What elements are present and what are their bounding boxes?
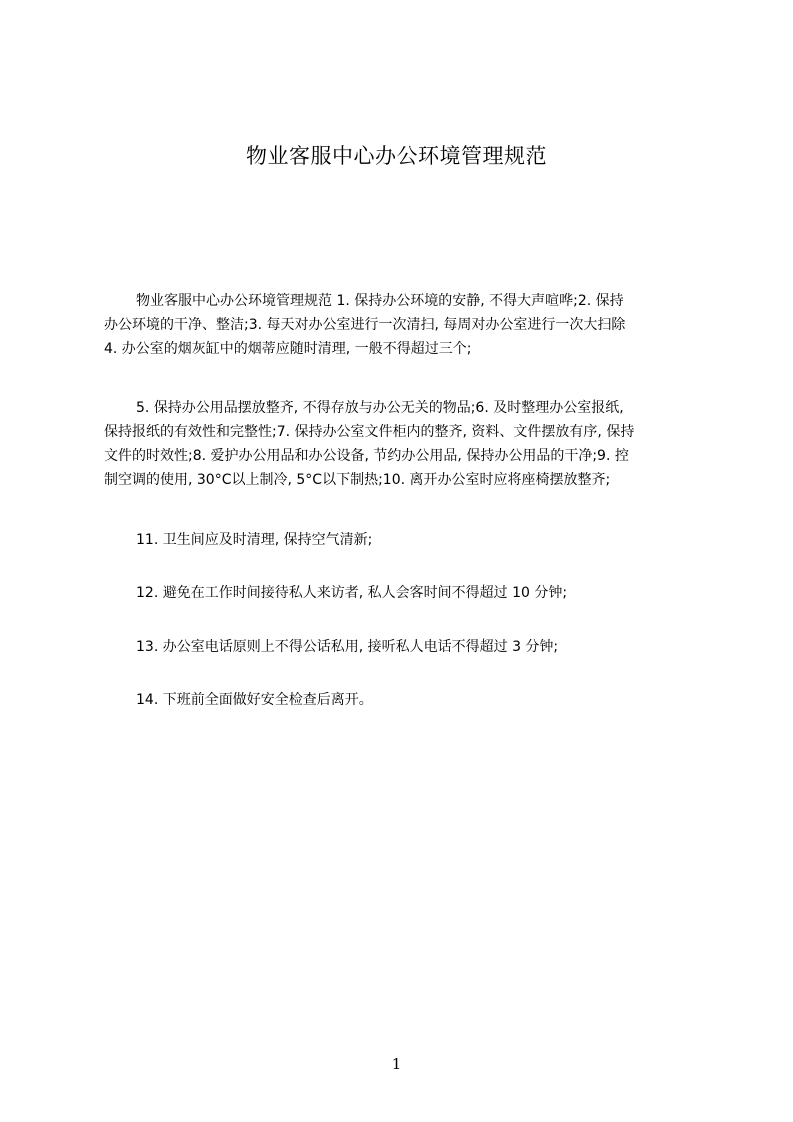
item-12: 12. 避免在工作时间接待私人来访者, 私人会客时间不得超过 10 分钟; bbox=[136, 585, 568, 601]
item-11: 11. 卫生间应及时清理, 保持空气清新; bbox=[136, 532, 373, 548]
paragraph-1-line-3: 4. 办公室的烟灰缸中的烟蒂应随时清理, 一般不得超过三个; bbox=[104, 341, 472, 357]
item-14: 14. 下班前全面做好安全检查后离开。 bbox=[136, 692, 373, 708]
paragraph-1 bbox=[104, 289, 700, 361]
item-13: 13. 办公室电话原则上不得公话私用, 接听私人电话不得超过 3 分钟; bbox=[136, 639, 559, 655]
paragraph-1-line-1: 物业客服中心办公环境管理规范 1. 保持办公环境的安静, 不得大声喧哗;2. 保持 bbox=[136, 293, 624, 309]
paragraph-2-line-4: 制空调的使用, 30°C以上制冷, 5°C以下制热;10. 离开办公室时应将座椅摆放整齐; bbox=[104, 472, 611, 488]
paragraph-2-line-3: 文件的时效性;8. 爱护办公用品和办公设备, 节约办公用品, 保持办公用品的干净;9. 控 bbox=[104, 448, 629, 464]
paragraph-2-line-2: 保持报纸的有效性和完整性;7. 保持办公室文件柜内的整齐, 资料、文件摆放有序, 保持 bbox=[104, 424, 635, 440]
paragraph-2 bbox=[104, 396, 700, 492]
page-number: 1 bbox=[391, 1055, 402, 1073]
paragraph-1-line-2: 办公环境的干净、整洁;3. 每天对办公室进行一次清扫, 每周对办公室进行一次大扫除 bbox=[104, 317, 626, 333]
paragraph-2-line-1: 5. 保持办公用品摆放整齐, 不得存放与办公无关的物品;6. 及时整理办公室报纸, bbox=[136, 400, 624, 416]
document-title: 物业客服中心办公环境管理规范 bbox=[246, 144, 547, 168]
